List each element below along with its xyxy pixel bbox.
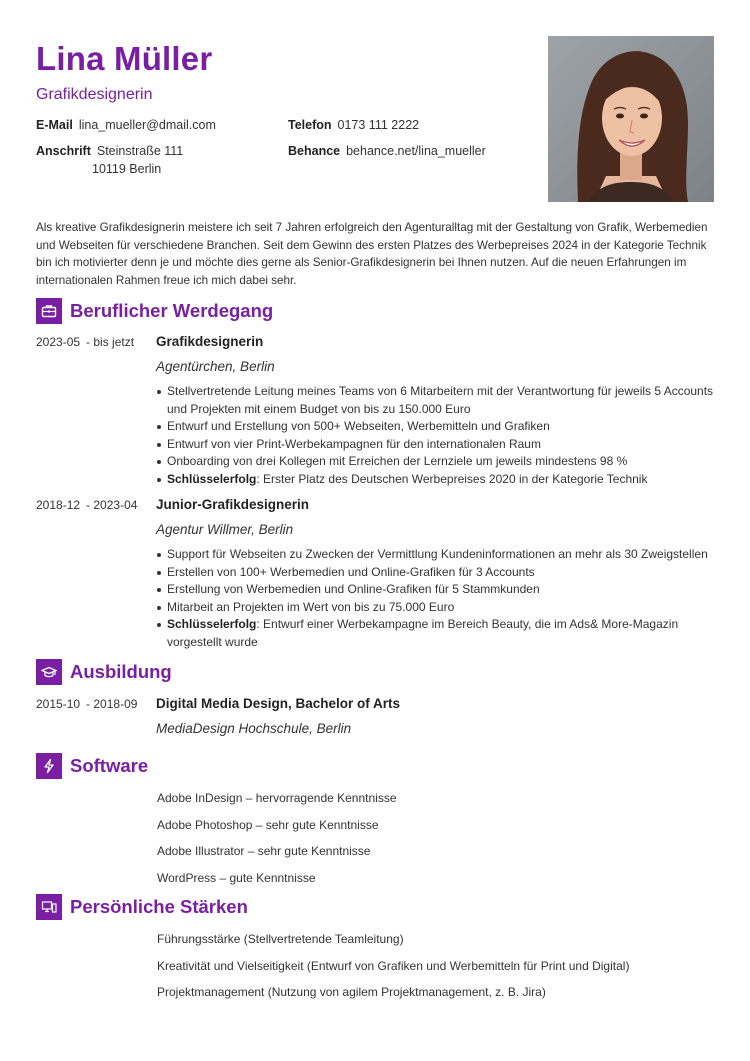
job-2-bullets [155,546,715,651]
section-software [36,753,148,779]
list-item: Onboarding von drei Kollegen mit Erreichen der Lernziele um jeweils mindestens 98 % [155,453,715,471]
job-1-dates [36,334,134,350]
phone-value[interactable]: 0173 111 2222 [337,118,420,132]
phone-label: Telefon [288,118,332,132]
briefcase-icon [36,298,62,324]
profile-photo [548,36,714,202]
behance-value[interactable]: behance.net/lina_mueller [346,144,486,158]
list-item: Führungsstärke (Stellvertretende Teamleitung) [157,932,404,946]
list-item: Projektmanagement (Nutzung von agilem Projektmanagement, z. B. Jira) [157,985,546,999]
job-1-role: Grafikdesignerin [156,334,264,349]
job-1-end: - bis jetzt [86,335,135,349]
list-item: WordPress – gute Kenntnisse [157,870,316,885]
portrait-illustration [548,36,714,202]
job-2-end: - 2023-04 [86,498,138,512]
section-strengths [36,894,248,920]
job-2-role: Junior-Grafikdesignerin [156,497,310,512]
address-label: Anschrift [36,144,91,158]
profile-summary: Als kreative Grafikdesignerin meistere ich seit 7 Jahren erfolgreich den Agenturalltag mit der Gestaltung von Grafik, Werbemedien und Webseiten für verschiedene Branchen. Seit dem Gewinn des ersten Platzes des Werbepreises 2024 in der Kategorie Technik bin ich motivierter denn je und möchte dies gerne als Senior-Grafikdesignerin bei Ihnen nutzen. Auf die neuen Erfahrungen im internationalen Rahmen freue ich mich dabei sehr. [36,221,708,287]
contact-address [36,142,183,160]
section-title-strengths: Persönliche Stärken [70,896,248,917]
list-item: Entwurf von vier Print-Werbekampagnen für den internationalen Raum [155,436,715,454]
contact-phone [288,116,419,134]
job-2-company: Agentur Willmer, Berlin [156,522,294,537]
job-1-start: 2023-05 [36,335,81,349]
list-item: Schlüsselerfolg: Entwurf einer Werbekampagne im Bereich Beauty, die im Ads& More-Magazin vorgestellt wurde [155,616,715,651]
list-item: Kreativität und Vielseitigkeit (Entwurf von Grafiken und Werbemitteln für Print und Digital) [157,958,630,973]
section-title-software: Software [70,755,149,776]
list-item: Adobe Photoshop – sehr gute Kenntnisse [157,817,379,832]
education-start: 2015-10 [36,697,81,711]
job-1-company: Agentürchen, Berlin [156,359,275,374]
email-value[interactable]: lina_mueller@dmail.com [78,118,216,132]
section-title-education: Ausbildung [70,661,172,682]
candidate-title: Grafikdesignerin [36,86,153,103]
education-school: MediaDesign Hochschule, Berlin [156,721,352,736]
education-degree: Digital Media Design, Bachelor of Arts [156,696,401,711]
job-2-start: 2018-12 [36,498,81,512]
address-line-2: 10119 Berlin [92,162,162,176]
lightning-icon [36,753,62,779]
section-title-experience: Beruflicher Werdegang [70,300,274,321]
devices-icon [36,894,62,920]
section-education [36,659,172,685]
list-item: Entwurf und Erstellung von 500+ Webseiten, Werbemitteln und Grafiken [155,418,715,436]
list-item: Erstellung von Werbemedien und Online-Grafiken für 5 Stammkunden [155,581,715,599]
list-item: Erstellen von 100+ Werbemedien und Online-Grafiken für 3 Accounts [155,564,715,582]
education-end: - 2018-09 [86,697,138,711]
address-line-1: Steinstraße 111 [96,144,184,158]
list-item: Adobe Illustrator – sehr gute Kenntnisse [157,844,371,858]
contact-behance [288,142,486,160]
list-item: Support für Webseiten zu Zwecken der Vermittlung Kundeninformationen an mehr als 30 Zweigstellen [155,546,715,564]
education-dates [36,696,137,712]
list-item: Mitarbeit an Projekten im Wert von bis zu 75.000 Euro [155,599,715,617]
contact-address-line-2 [92,160,161,178]
list-item: Adobe InDesign – hervorragende Kenntnisse [157,791,397,805]
strengths-list [157,931,629,1011]
software-list [157,790,397,896]
email-label: E-Mail [36,118,73,132]
behance-label: Behance [288,144,341,158]
contact-email [36,116,216,134]
job-1-bullets [155,383,715,488]
list-item: Stellvertretende Leitung meines Teams von 6 Mitarbeitern mit der Verantwortung für jeweils 5 Accounts und Projekten mit einem Budget von bis zu 150.000 Euro [155,383,715,418]
list-item: Schlüsselerfolg: Erster Platz des Deutschen Werbepreises 2020 in der Kategorie Technik [155,471,715,489]
section-experience [36,298,273,324]
graduation-cap-icon [36,659,62,685]
candidate-name: Lina Müller [36,40,213,77]
job-2-dates [36,497,137,513]
